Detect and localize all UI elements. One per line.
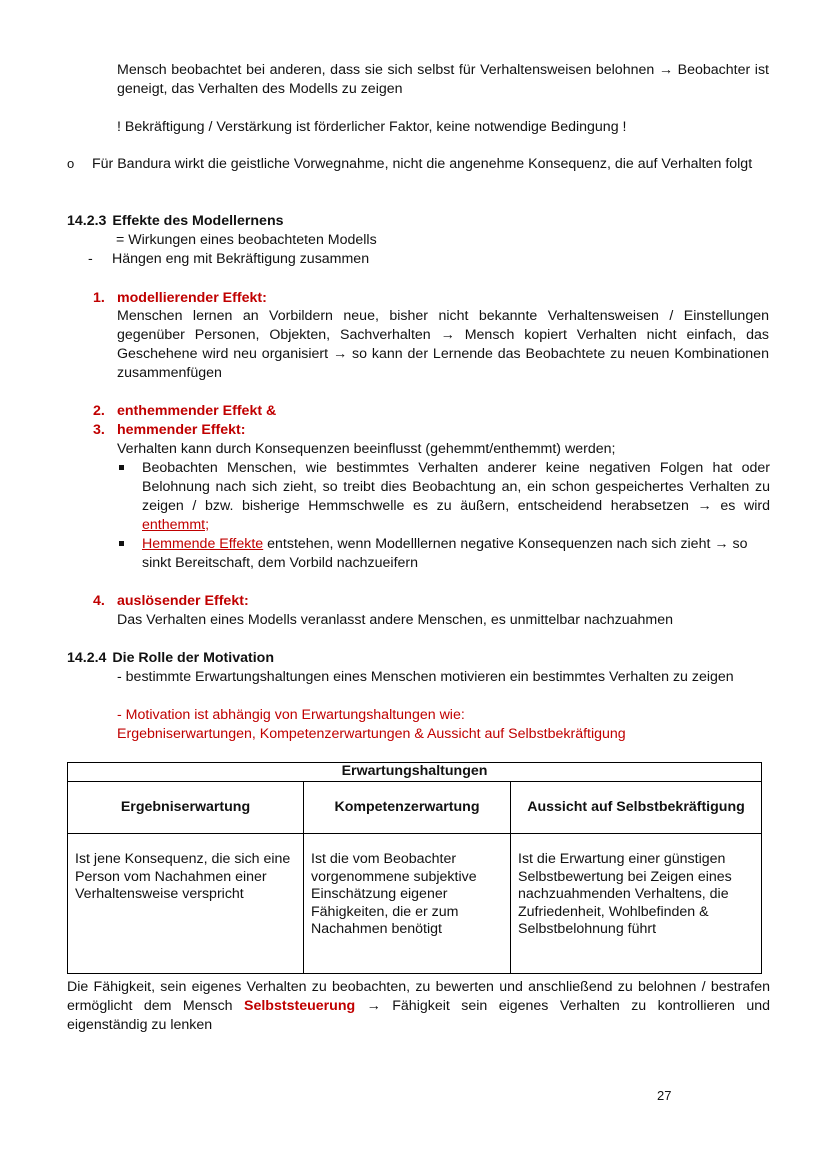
arrow-icon: → bbox=[658, 62, 674, 78]
arrow-icon: → bbox=[440, 327, 455, 343]
conclusion-text: Die Fähigkeit, sein eigenes Verhalten zu beobachten, zu bewerten und anschließend zu belohnen / bestrafen ermöglicht dem Mensch bbox=[67, 979, 770, 1014]
item-intro-hemmend: Verhalten kann durch Konsequenzen beeinflusst (gehemmt/enthemmt) werden; bbox=[117, 441, 616, 457]
bullet-text: entstehen, wenn Modelllernen negative Konsequenzen nach sich zieht bbox=[267, 536, 711, 552]
motivation-line-3: Ergebniserwartungen, Kompetenzerwartungen & Aussicht auf Selbstbekräftigung bbox=[117, 726, 626, 742]
conclusion-paragraph bbox=[67, 978, 770, 1035]
square-bullet-icon bbox=[119, 541, 124, 546]
motivation-line-2: - Motivation ist abhängig von Erwartungshaltungen wie: bbox=[117, 707, 465, 723]
section-number: 14.2.3 bbox=[67, 213, 107, 229]
selbststeuerung-term: Selbststeuerung bbox=[244, 998, 356, 1014]
dash-item: Hängen eng mit Bekräftigung zusammen bbox=[112, 251, 370, 267]
list-number: 3. bbox=[93, 422, 105, 438]
table-cell: Ist jene Konsequenz, die sich eine Person vom Nachahmen einer Verhaltensweise verspricht bbox=[68, 834, 304, 974]
table-header: Kompetenzerwartung bbox=[304, 782, 511, 834]
table-header: Aussicht auf Selbstbekräftigung bbox=[511, 782, 762, 834]
section-title: Effekte des Modellernens bbox=[112, 213, 284, 229]
conclusion-text: Fähigkeit sein eigenes Verhalten zu kontrollieren und eigenständig zu lenken bbox=[67, 998, 770, 1033]
table-caption-row bbox=[68, 763, 762, 782]
list-number: 4. bbox=[93, 593, 105, 609]
section-number: 14.2.4 bbox=[67, 650, 107, 666]
section-definition: = Wirkungen eines beobachteten Modells bbox=[116, 232, 377, 248]
bullet-text-tail: es wird bbox=[720, 498, 770, 514]
bullet-enthemmt bbox=[142, 459, 770, 535]
arrow-icon: → bbox=[697, 498, 712, 514]
table-cell: Ist die Erwartung einer günstigen Selbstbewertung bei Zeigen eines nachzuahmenden Verhaltens, die Zufriedenheit, Wohlbefinden & Selbstbelohnung führt bbox=[511, 834, 762, 974]
enthemmt-term: enthemmt; bbox=[142, 517, 210, 533]
reinforcement-note: ! Bekräftigung / Verstärkung ist förderlicher Faktor, keine notwendige Bedingung ! bbox=[117, 119, 627, 135]
table-header: Ergebniserwartung bbox=[68, 782, 304, 834]
item-text-part: Mensch kopiert Verhalten nicht einfach, das Geschehene wird neu organisiert bbox=[117, 327, 770, 362]
table-cell: Ist die vom Beobachter vorgenommene subjektive Einschätzung eigener Fähigkeiten, die er zum Nachahmen benötigt bbox=[304, 834, 511, 974]
bullet-text-line2: so sinkt Bereitschaft, dem Vorbild nachzueifern bbox=[142, 536, 748, 571]
section-heading-1423 bbox=[67, 212, 284, 231]
section-title: Die Rolle der Motivation bbox=[112, 650, 275, 666]
item-text-ausloesend: Das Verhalten eines Modells veranlasst andere Menschen, es unmittelbar nachzuahmen bbox=[117, 612, 673, 628]
item-title-hemmend: hemmender Effekt: bbox=[117, 422, 246, 438]
item-text-part: Menschen lernen an Vorbildern neue, bisher nicht bekannte Verhaltensweisen / Einstellungen gegenüber Personen, Objekten, Sachverhalten bbox=[117, 308, 769, 343]
expectations-table bbox=[67, 762, 762, 974]
bullet-circle-icon: o bbox=[67, 156, 75, 171]
bullet-hemmend bbox=[142, 535, 770, 573]
arrow-icon: → bbox=[714, 536, 729, 552]
bullet-text: Beobachten Menschen, wie bestimmtes Verhalten anderer keine negativen Folgen hat oder Belohnung nach sich zieht, so treibt dies Beobachtung an, ein schon gespeichertes Verhalten zu zeigen / bzw. bisherige Hemmschwelle es zu äußern, entscheidend herabsetzen bbox=[142, 460, 770, 514]
arrow-icon: → bbox=[332, 346, 348, 362]
bandura-paragraph: Für Bandura wirkt die geistliche Vorwegnahme, nicht die angenehme Konsequenz, die auf Verhalten folgt bbox=[92, 156, 753, 172]
section-heading-1424 bbox=[67, 649, 274, 668]
hemmende-effekte-term: Hemmende Effekte bbox=[142, 536, 264, 552]
dash-marker: - bbox=[88, 251, 93, 267]
list-number: 1. bbox=[93, 290, 105, 306]
item-text-part: so kann der Lernende das Beobachtete zu neuen Kombinationen zusammenfügen bbox=[117, 346, 769, 381]
table-caption: Erwartungshaltungen bbox=[68, 763, 762, 782]
list-number: 2. bbox=[93, 403, 105, 419]
intro-paragraph bbox=[117, 61, 769, 99]
intro-line-2: Beobachter ist geneigt, das Verhalten des Modells zu zeigen bbox=[117, 62, 769, 97]
table-row bbox=[68, 834, 762, 974]
arrow-icon: → bbox=[366, 998, 381, 1014]
item-title-ausloesend: auslösender Effekt: bbox=[117, 593, 249, 609]
motivation-line-1: - bestimmte Erwartungshaltungen eines Menschen motivieren ein bestimmtes Verhalten zu zeigen bbox=[117, 669, 734, 685]
page-number: 27 bbox=[657, 1088, 672, 1103]
item-title-modellierend: modellierender Effekt: bbox=[117, 290, 267, 306]
item-text-modellierend bbox=[117, 307, 769, 383]
item-title-enthemmend: enthemmender Effekt & bbox=[117, 403, 277, 419]
square-bullet-icon bbox=[119, 465, 124, 470]
table-header-row bbox=[68, 782, 762, 834]
intro-line-1: Mensch beobachtet bei anderen, dass sie sich selbst für Verhaltensweisen belohnen bbox=[117, 62, 655, 78]
